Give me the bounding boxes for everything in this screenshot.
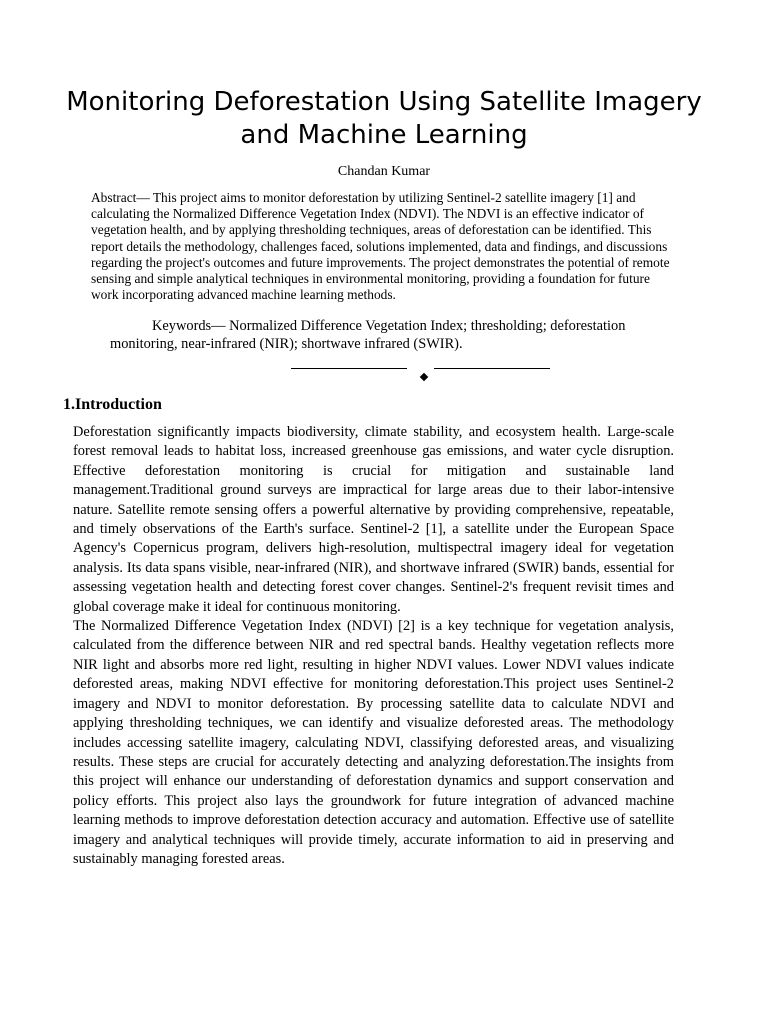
- section-divider: [0, 360, 768, 384]
- keywords: Keywords— Normalized Difference Vegetation Index; thresholding; deforestation monitoring, near-infrared (NIR); shortwave infrared (SWIR).: [110, 318, 626, 352]
- paragraph: Deforestation significantly impacts biodiversity, climate stability, and ecosystem health. Large-scale forest removal leads to habitat loss, increased greenhouse gas emissions, and water cycle disruption. Effective deforestation monitoring is crucial for mitigation and sustainable land management.Traditional ground surveys are impractical for large areas due to their labor-intensive nature. Satellite remote sensing offers a powerful alternative by providing comprehensive, repeatable, and timely observations of the Earth's surface. Sentinel-2 [1], a satellite under the European Space Agency's Copernicus program, delivers high-resolution, multispectral imagery ideal for vegetation analysis. Its data spans visible, near-infrared (NIR), and shortwave infrared (SWIR) bands, essential for assessing vegetation health and detecting forest cover changes. Sentinel-2's frequent revisit times and global coverage make it ideal for continuous monitoring.: [73, 424, 674, 615]
- divider-rule-right: [434, 368, 550, 369]
- abstract: Abstract— This project aims to monitor deforestation by utilizing Sentinel-2 satellite imagery [1] and calculating the Normalized Difference Vegetation Index (NDVI). The NDVI is an effective indicator of vegetation health, and by applying thresholding techniques, areas of deforestation can be identified. This report details the methodology, challenges faced, solutions implemented, data and findings, and discussions regarding the project's outcomes and future improvements. The project demonstrates the potential of remote sensing and simple analytical techniques in environmental monitoring, providing a foundation for future work incorporating advanced machine learning methods.: [91, 190, 670, 303]
- divider-rule-left: [291, 368, 407, 369]
- section-heading-introduction: 1.Introduction: [63, 396, 162, 413]
- section-body-introduction: [73, 423, 674, 869]
- paper-title: Monitoring Deforestation Using Satellite Imagery and Machine Learning: [66, 87, 702, 150]
- paragraph: The Normalized Difference Vegetation Index (NDVI) [2] is a key technique for vegetation analysis, calculated from the difference between NIR and red spectral bands. Healthy vegetation reflects more NIR light and absorbs more red light, resulting in higher NDVI values. Lower NDVI values indicate deforested areas, making NDVI effective for monitoring deforestation.This project uses Sentinel-2 imagery and NDVI to monitor deforestation. By processing satellite data to calculate NDVI and applying thresholding techniques, we can identify and visualize deforested areas. The methodology includes accessing satellite imagery, calculating NDVI, classifying deforested areas, and visualizing results. These steps are crucial for accurately detecting and analyzing deforestation.The insights from this project will enhance our understanding of deforestation dynamics and support conservation and policy efforts. This project also lays the groundwork for future integration of advanced machine learning methods to improve deforestation detection accuracy and automation. Effective use of satellite imagery and analytical techniques will provide timely, accurate information to aid in preserving and sustainably managing forested areas.: [73, 618, 674, 867]
- diamond-icon: [420, 373, 428, 381]
- author-name: Chandan Kumar: [337, 164, 431, 179]
